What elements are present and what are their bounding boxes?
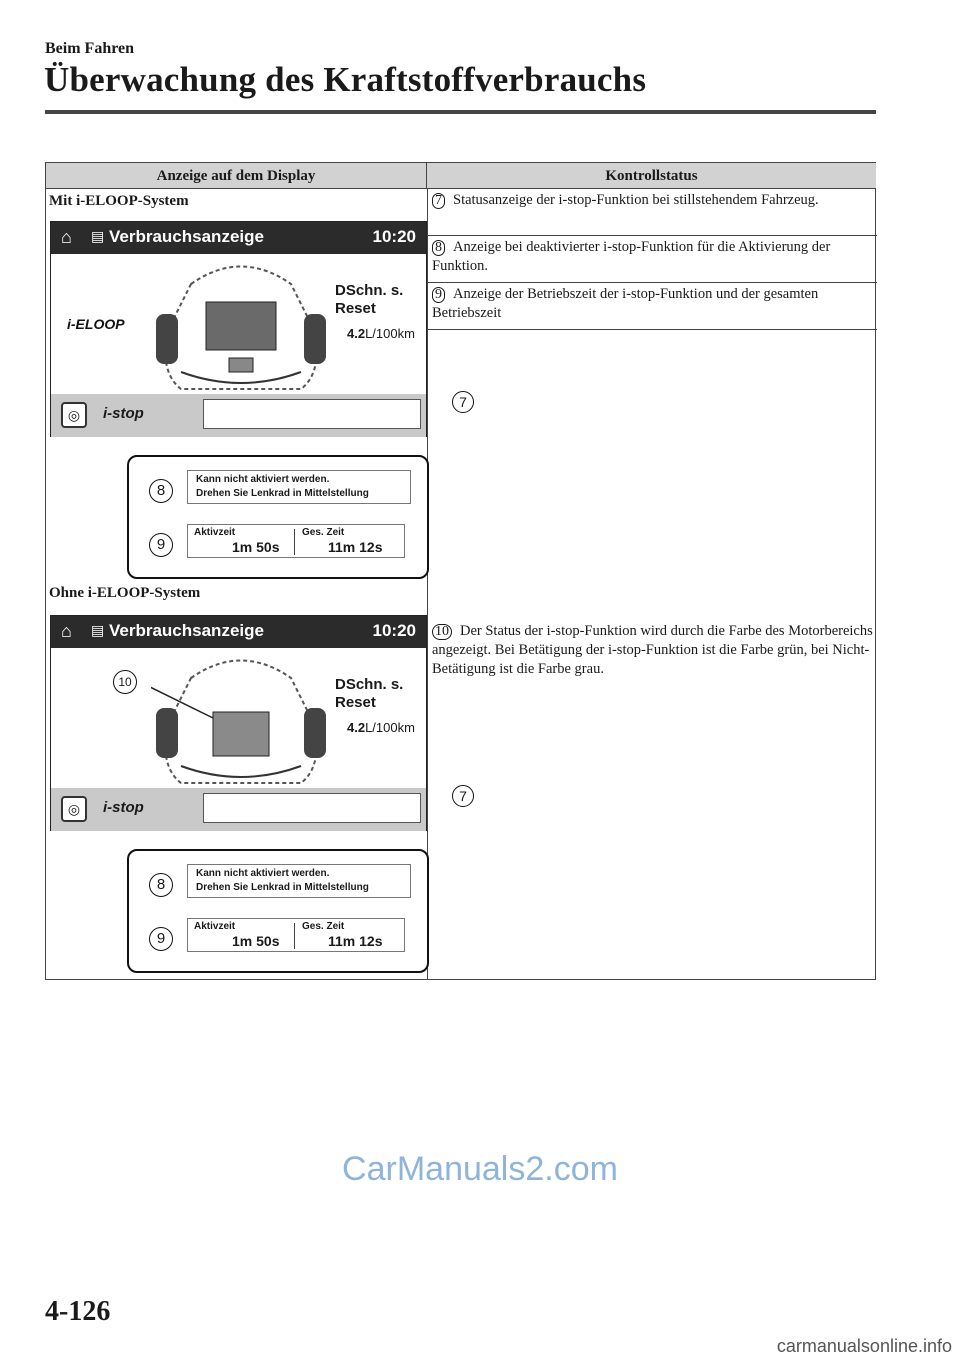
section-label: Beim Fahren: [45, 40, 135, 57]
page-title: Überwachung des Kraftstoffverbrauchs: [44, 60, 647, 99]
screen-time: 10:20: [372, 227, 416, 246]
separator: [294, 529, 295, 555]
callout-9: 9: [149, 927, 173, 951]
deactivated-message: Kann nicht aktiviert werden. Drehen Sie Lenkrad in Mittelstellung: [187, 470, 411, 504]
callout-7: 7: [452, 391, 474, 413]
row-divider: [428, 282, 877, 283]
home-icon: ⌂: [61, 227, 72, 247]
col-header-display: Anzeige auf dem Display: [46, 163, 427, 189]
desc-8: 8 Anzeige bei deaktivierter i-stop-Funktion für die Aktivierung der Funktion.: [432, 239, 831, 274]
callout-number: 8: [432, 240, 445, 256]
screen-with-eloop: [50, 221, 467, 437]
screen-header: [51, 616, 426, 648]
istop-label: i-stop: [103, 405, 144, 422]
callout-8: 8: [149, 479, 173, 503]
watermark: CarManuals2.com: [342, 1150, 618, 1188]
title-rule: [45, 110, 876, 114]
page-number: 4-126: [45, 1296, 111, 1327]
document-icon: ▤: [91, 228, 105, 244]
document-icon: ▤: [91, 622, 105, 638]
istop-bar: [51, 788, 467, 831]
istop-status-icon: ◎: [61, 796, 87, 822]
active-time: 1m 50s: [232, 539, 280, 555]
callout-9: 9: [149, 533, 173, 557]
desc-9: 9 Anzeige der Betriebszeit der i-stop-Funktion und der gesamten Betriebszeit: [432, 286, 819, 321]
total-time: 11m 12s: [328, 539, 383, 555]
callout-10: 10: [113, 670, 137, 694]
istop-indicator-box: [203, 788, 467, 823]
row-divider: [428, 329, 877, 330]
callout-number: 9: [432, 287, 445, 303]
istop-status-icon: ◎: [61, 402, 87, 428]
desc-10: 10 Der Status der i-stop-Funktion wird durch die Farbe des Motorbereichs angezeigt. Bei Betätigung der i-stop-Funktion ist die Farbe grün, bei Nicht-Betätigung ist die Farbe grau.: [432, 623, 873, 677]
average-fuel-label: DSchn. s. Reset: [335, 282, 404, 317]
istop-indicator-box: [203, 394, 467, 429]
screen-header: [51, 222, 426, 254]
car-outline-icon: [151, 648, 331, 788]
active-time: 1m 50s: [232, 933, 280, 949]
fuel-consumption-value: 4.2L/100km: [347, 720, 415, 735]
screen-title: Verbrauchsanzeige: [109, 227, 264, 246]
callout-number: 7: [432, 193, 445, 209]
average-fuel-label: DSchn. s. Reset: [335, 676, 404, 711]
home-icon: ⌂: [61, 621, 72, 641]
system-label-without: Ohne i-ELOOP-System: [49, 585, 201, 601]
eloop-label: i-ELOOP: [67, 316, 125, 332]
fuel-consumption-value: 4.2L/100km: [347, 326, 415, 341]
time-display: Aktivzeit Ges. Zeit 1m 50s 11m 12s: [187, 918, 405, 952]
desc-7: 7 Statusanzeige der i-stop-Funktion bei stillstehendem Fahrzeug.: [432, 191, 874, 210]
car-outline-icon: [151, 254, 331, 394]
row-divider: [428, 235, 877, 236]
istop-bar: [51, 394, 467, 437]
separator: [294, 923, 295, 949]
callout-7: 7: [452, 785, 474, 807]
callout-8: 8: [149, 873, 173, 897]
popup-with-eloop: [127, 455, 429, 579]
status-table: [45, 162, 876, 980]
time-display: Aktivzeit Ges. Zeit 1m 50s 11m 12s: [187, 524, 405, 558]
popup-without-eloop: [127, 849, 429, 973]
screen-without-eloop: [50, 615, 467, 831]
callout-number: 10: [432, 624, 452, 640]
deactivated-message: Kann nicht aktiviert werden. Drehen Sie Lenkrad in Mittelstellung: [187, 864, 411, 898]
screen-title: Verbrauchsanzeige: [109, 621, 264, 640]
total-time: 11m 12s: [328, 933, 383, 949]
istop-label: i-stop: [103, 799, 144, 816]
system-label-with: Mit i-ELOOP-System: [49, 193, 189, 209]
footer-url[interactable]: carmanualsonline.info: [776, 1336, 952, 1356]
col-header-status: Kontrollstatus: [427, 163, 876, 189]
screen-time: 10:20: [372, 621, 416, 640]
